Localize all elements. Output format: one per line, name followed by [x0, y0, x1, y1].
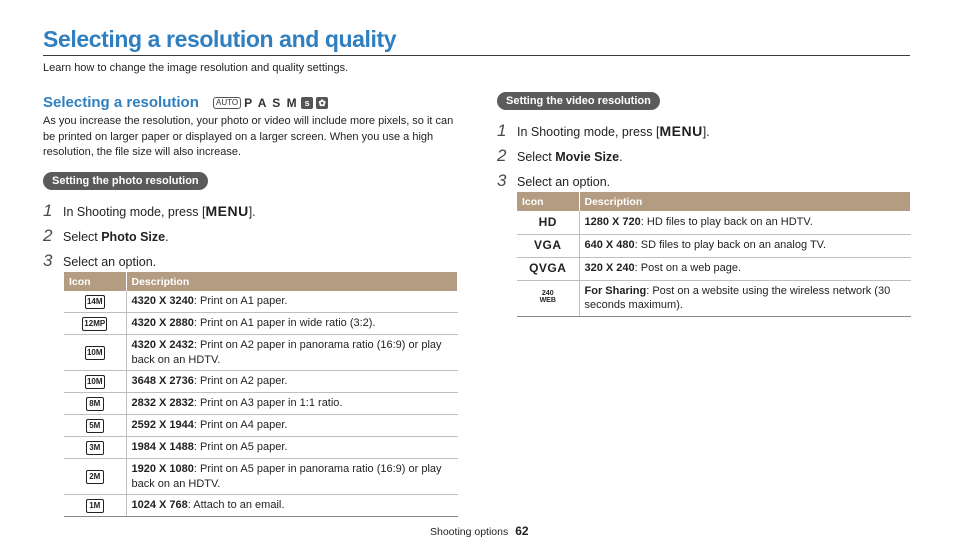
- resolution-5m-icon: 5M: [86, 419, 104, 433]
- table-row: [64, 371, 458, 393]
- s-mode-icon: s: [301, 97, 313, 109]
- row-description: 320 X 240: Post on a web page.: [579, 257, 911, 280]
- step-number: 1: [497, 121, 507, 140]
- table-row: [64, 459, 458, 495]
- table-row: [517, 234, 911, 257]
- step-text: Select Movie Size.: [517, 150, 623, 164]
- column-header-icon: Icon: [517, 192, 579, 211]
- column-header-description: Description: [579, 192, 911, 211]
- intro-text: Learn how to change the image resolution and quality settings.: [43, 62, 349, 74]
- title-divider: [43, 55, 910, 56]
- table-row: [517, 280, 911, 316]
- smart-mode-icon: ✿: [316, 97, 328, 109]
- step-text: In Shooting mode, press [MENU].: [63, 203, 256, 219]
- mode-icons: [213, 96, 328, 110]
- table-row: [64, 415, 458, 437]
- row-description: 2832 X 2832: Print on A3 paper in 1:1 ratio.: [126, 393, 458, 415]
- step-number: 3: [43, 251, 53, 270]
- row-description: 4320 X 2432: Print on A2 paper in panorama ratio (16:9) or play back on an HDTV.: [126, 335, 458, 371]
- resolution-2m-wide-icon: 2M: [86, 470, 104, 484]
- section-paragraph: As you increase the resolution, your photo or video will include more pixels, so it can be printed on larger paper or displayed on a larger screen. When you use a high resolution, the file size will also increase.: [43, 115, 454, 158]
- table-row: [517, 257, 911, 280]
- video-step-2: [497, 146, 623, 166]
- footer-section: Shooting options: [430, 526, 509, 538]
- step-number: 1: [43, 201, 53, 220]
- row-description: 1024 X 768: Attach to an email.: [126, 495, 458, 517]
- row-description: 1920 X 1080: Print on A5 paper in panorama ratio (16:9) or play back on an HDTV.: [126, 459, 458, 495]
- page-title: Selecting a resolution and quality: [43, 26, 397, 52]
- table-row: [64, 393, 458, 415]
- row-description: 4320 X 2880: Print on A1 paper in wide ratio (3:2).: [126, 313, 458, 335]
- resolution-12mp-icon: 12MP: [82, 317, 107, 331]
- table-row: [64, 335, 458, 371]
- table-row: [64, 437, 458, 459]
- table-row: [64, 291, 458, 313]
- step-text: In Shooting mode, press [MENU].: [517, 123, 710, 139]
- vga-video-icon: VGA: [533, 237, 562, 252]
- step-number: 2: [43, 226, 53, 245]
- column-header-icon: Icon: [64, 272, 126, 291]
- resolution-14m-icon: 14M: [85, 295, 105, 309]
- page-footer: [430, 524, 529, 538]
- row-description: 3648 X 2736: Print on A2 paper.: [126, 371, 458, 393]
- page-number: 62: [515, 524, 529, 538]
- resolution-3m-icon: 3M: [86, 441, 104, 455]
- row-description: 4320 X 3240: Print on A1 paper.: [126, 291, 458, 313]
- video-step-1: [497, 121, 710, 141]
- column-header-description: Description: [126, 272, 458, 291]
- row-description: 1280 X 720: HD files to play back on an HDTV.: [579, 211, 911, 234]
- step-text: Select an option.: [63, 255, 157, 269]
- video-resolution-pill: Setting the video resolution: [497, 92, 660, 110]
- step-number: 3: [497, 171, 507, 190]
- row-description: 640 X 480: SD files to play back on an analog TV.: [579, 234, 911, 257]
- section-heading: Selecting a resolution: [43, 94, 199, 111]
- table-row: [64, 495, 458, 517]
- qvga-video-icon: QVGA: [529, 260, 567, 275]
- photo-resolution-table: [64, 272, 458, 517]
- resolution-10m-icon: 10M: [85, 375, 105, 389]
- row-description: 2592 X 1944: Print on A4 paper.: [126, 415, 458, 437]
- menu-button-icon: MENU: [659, 123, 703, 139]
- photo-step-1: [43, 201, 256, 221]
- table-row: [517, 211, 911, 234]
- photo-resolution-pill: Setting the photo resolution: [43, 172, 208, 190]
- photo-step-3: [43, 251, 156, 271]
- step-number: 2: [497, 146, 507, 165]
- sharing-video-icon: 240 WEB: [539, 289, 556, 304]
- resolution-10m-wide-icon: 10M: [85, 346, 105, 360]
- step-text: Select Photo Size.: [63, 230, 169, 244]
- table-row: [64, 313, 458, 335]
- video-step-3: [497, 171, 610, 191]
- video-resolution-table: [517, 192, 911, 317]
- resolution-8m-icon: 8M: [86, 397, 104, 411]
- hd-video-icon: HD: [538, 214, 557, 229]
- menu-button-icon: MENU: [205, 203, 249, 219]
- auto-mode-icon: AUTO: [213, 97, 241, 109]
- resolution-1m-icon: 1M: [86, 499, 104, 513]
- step-text: Select an option.: [517, 175, 611, 189]
- photo-step-2: [43, 226, 169, 246]
- pasm-mode-icon: P A S M: [244, 96, 299, 110]
- row-description: For Sharing: Post on a website using the wireless network (30 seconds maximum).: [579, 280, 911, 316]
- row-description: 1984 X 1488: Print on A5 paper.: [126, 437, 458, 459]
